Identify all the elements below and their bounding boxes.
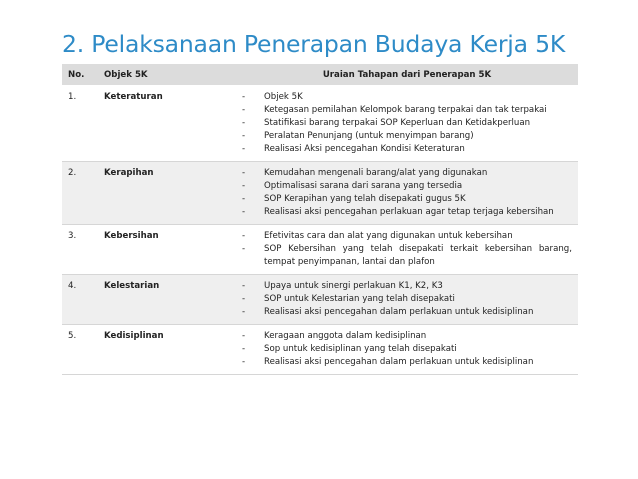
header-no: No.: [62, 64, 98, 86]
uraian-item: - Keragaan anggota dalam kedisiplinan: [242, 330, 572, 343]
row-uraian: [236, 225, 578, 275]
row-uraian: [236, 86, 578, 162]
uraian-item: - SOP Kerapihan yang telah disepakati gugus 5K: [242, 193, 572, 206]
table-row: [62, 162, 578, 225]
uraian-item: - Optimalisasi sarana dari sarana yang tersedia: [242, 180, 572, 193]
uraian-item: - Realisasi aksi pencegahan dalam perlakuan untuk kedisiplinan: [242, 356, 572, 369]
row-number: 5.: [62, 325, 98, 375]
row-objek: Kerapihan: [98, 162, 236, 225]
row-uraian: [236, 325, 578, 375]
uraian-item: - Peralatan Penunjang (untuk menyimpan barang): [242, 130, 572, 143]
uraian-item: - Kemudahan mengenali barang/alat yang digunakan: [242, 167, 572, 180]
uraian-list: [242, 280, 572, 319]
header-objek: Objek 5K: [98, 64, 236, 86]
uraian-item: - SOP Kebersihan yang telah disepakati terkait kebersihan barang, tempat penyimpanan, lantai dan plafon: [242, 243, 572, 269]
uraian-item: - Upaya untuk sinergi perlakuan K1, K2, K3: [242, 280, 572, 293]
table-header-row: [62, 64, 578, 86]
row-objek: Keteraturan: [98, 86, 236, 162]
row-number: 2.: [62, 162, 98, 225]
uraian-item: - Realisasi aksi pencegahan dalam perlakuan untuk kedisiplinan: [242, 306, 572, 319]
5k-table: [62, 64, 578, 375]
uraian-item: - Sop untuk kedisiplinan yang telah disepakati: [242, 343, 572, 356]
uraian-item: - Objek 5K: [242, 91, 572, 104]
uraian-item: - Realisasi aksi pencegahan perlakuan agar tetap terjaga kebersihan: [242, 206, 572, 219]
header-uraian: Uraian Tahapan dari Penerapan 5K: [236, 64, 578, 86]
uraian-list: [242, 230, 572, 269]
row-uraian: [236, 162, 578, 225]
row-number: 3.: [62, 225, 98, 275]
table-row: [62, 325, 578, 375]
row-number: 4.: [62, 275, 98, 325]
uraian-item: - Statifikasi barang terpakai SOP Keperluan dan Ketidakperluan: [242, 117, 572, 130]
row-objek: Kelestarian: [98, 275, 236, 325]
uraian-item: - Realisasi Aksi pencegahan Kondisi Keteraturan: [242, 143, 572, 156]
uraian-list: [242, 167, 572, 219]
table-row: [62, 225, 578, 275]
uraian-list: [242, 91, 572, 156]
uraian-item: - Ketegasan pemilahan Kelompok barang terpakai dan tak terpakai: [242, 104, 572, 117]
uraian-list: [242, 330, 572, 369]
row-number: 1.: [62, 86, 98, 162]
row-objek: Kebersihan: [98, 225, 236, 275]
row-uraian: [236, 275, 578, 325]
table-row: [62, 275, 578, 325]
table-row: [62, 86, 578, 162]
uraian-item: - SOP untuk Kelestarian yang telah disepakati: [242, 293, 572, 306]
row-objek: Kedisiplinan: [98, 325, 236, 375]
uraian-item: - Efetivitas cara dan alat yang digunakan untuk kebersihan: [242, 230, 572, 243]
page-title: 2. Pelaksanaan Penerapan Budaya Kerja 5K: [62, 30, 566, 58]
